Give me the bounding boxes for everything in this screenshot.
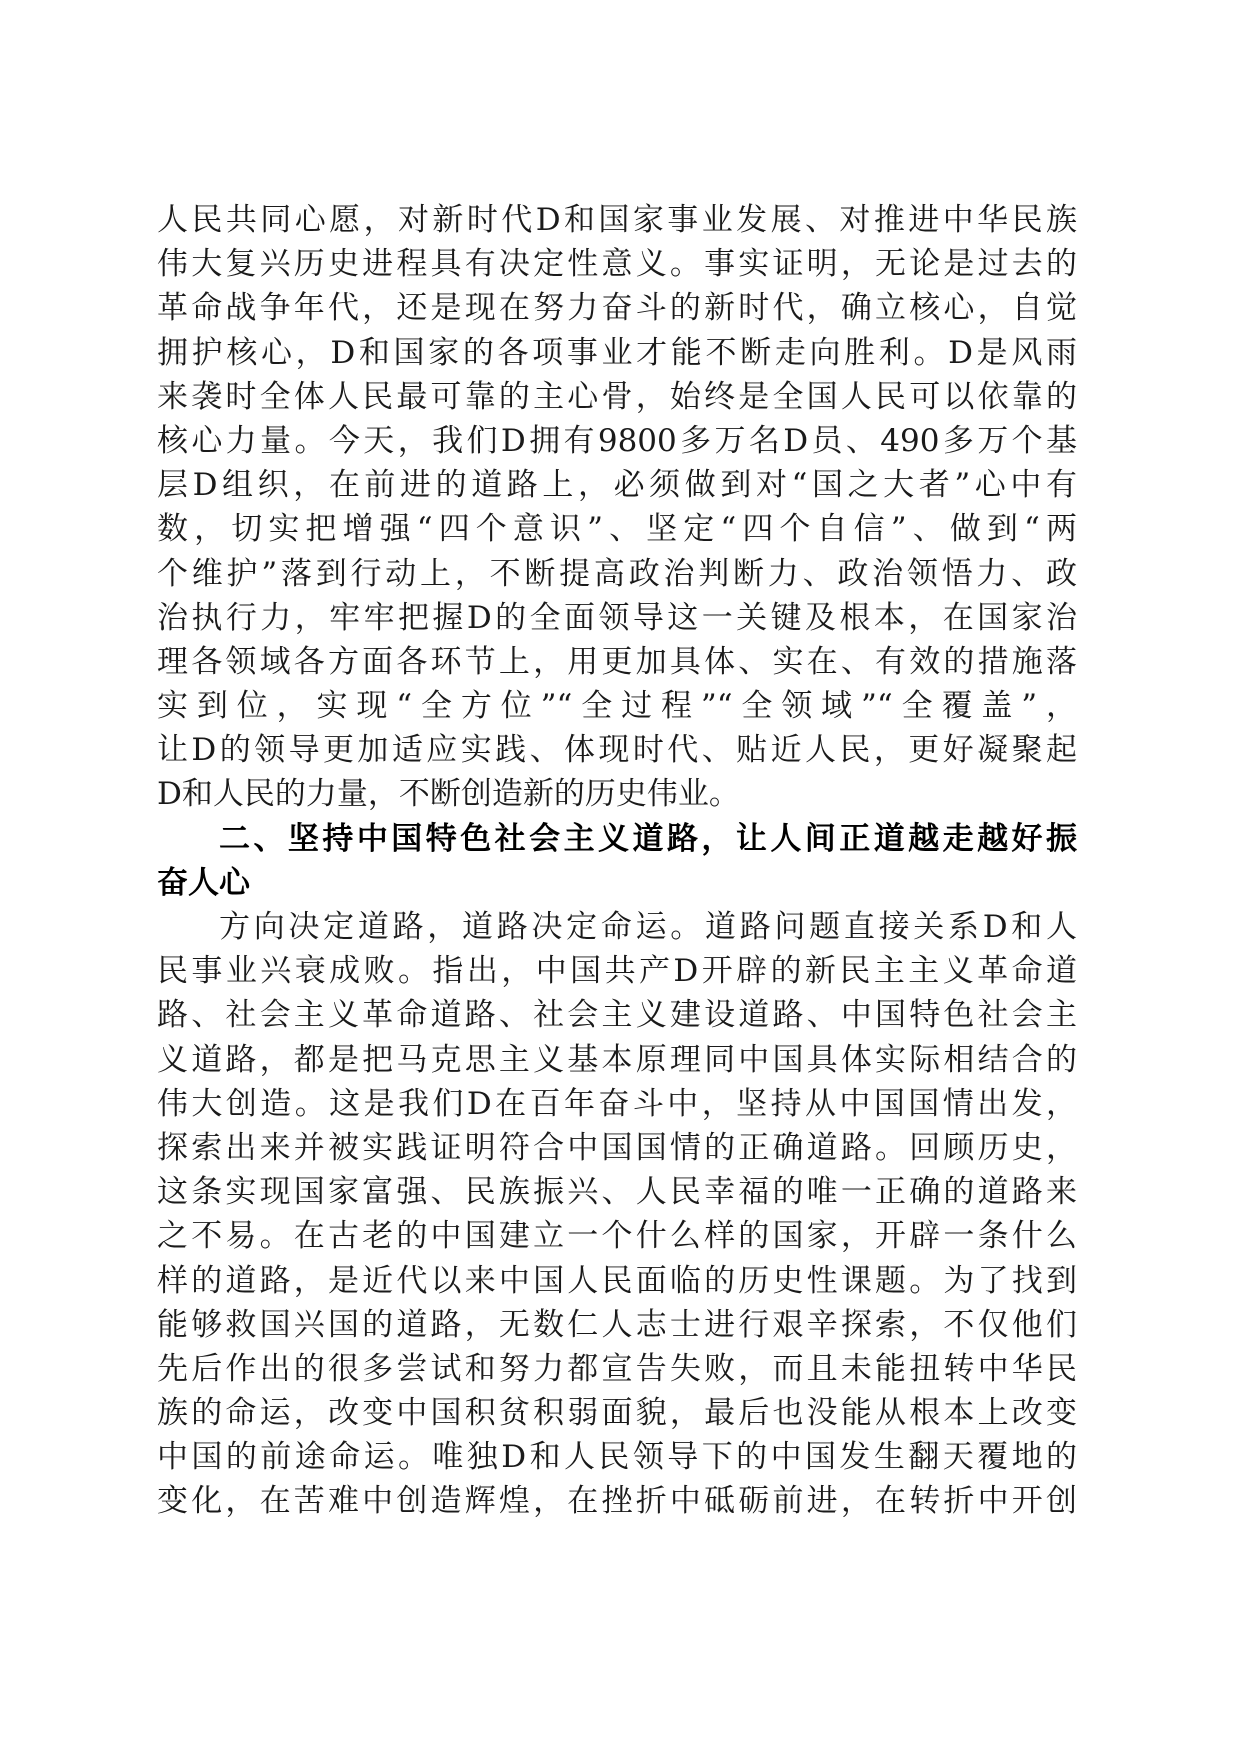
text-line: 人民共同心愿，对新时代D和国家事业发展、对推进中华民族 [157,202,1077,238]
paragraph-2 [157,905,1077,1524]
text-line: 让D的领导更加适应实践、体现时代、贴近人民，更好凝聚起 [157,732,1077,769]
text-line: 样的道路，是近代以来中国人民面临的历史性课题。为了找到 [157,1262,1077,1299]
text-line: D和人民的力量，不断创造新的历史伟业。 [157,776,740,813]
text-line: 之不易。在古老的中国建立一个什么样的国家，开辟一条什么 [157,1218,1077,1255]
text-line: 先后作出的很多尝试和努力都宣告失败，而且未能扭转中华民 [157,1350,1077,1387]
text-line: 义道路，都是把马克思主义基本原理同中国具体实际相结合的 [157,1041,1077,1078]
heading-line: 奋人心 [157,864,250,901]
text-line: 中国的前途命运。唯独D和人民领导下的中国发生翻天覆地的 [157,1439,1077,1476]
text-line: 数，切实把增强“四个意识”、坚定“四个自信”、做到“两 [157,511,1077,548]
text-line: 层D组织，在前进的道路上，必须做到对“国之大者”心中有 [157,467,1077,504]
text-line: 治执行力，牢牢把握D的全面领导这一关键及根本，在国家治 [157,599,1077,636]
paragraph-1 [157,198,1077,817]
text-line: 来袭时全体人民最可靠的主心骨，始终是全国人民可以依靠的 [157,378,1077,415]
text-line: 民事业兴衰成败。指出，中国共产D开辟的新民主主义革命道 [157,953,1077,990]
heading-line: 二、坚持中国特色社会主义道路，让人间正道越走越好振 [219,820,1077,857]
text-line: 族的命运，改变中国积贫积弱面貌，最后也没能从根本上改变 [157,1395,1077,1432]
section-heading-2 [157,817,1077,905]
document-body [157,198,1077,1524]
text-line: 理各领域各方面各环节上，用更加具体、实在、有效的措施落 [157,643,1077,680]
text-line: 拥护核心，D和国家的各项事业才能不断走向胜利。D是风雨 [157,334,1077,371]
text-line: 路、社会主义革命道路、社会主义建设道路、中国特色社会主 [157,997,1077,1034]
text-line: 个维护”落到行动上，不断提高政治判断力、政治领悟力、政 [157,555,1077,592]
text-line: 能够救国兴国的道路，无数仁人志士进行艰辛探索，不仅他们 [157,1306,1077,1343]
text-line: 伟大创造。这是我们D在百年奋斗中，坚持从中国国情出发， [157,1085,1077,1122]
text-line: 这条实现国家富强、民族振兴、人民幸福的唯一正确的道路来 [157,1174,1077,1211]
text-line: 实到位，实现“全方位”“全过程”“全领域”“全覆盖”， [157,688,1077,725]
text-line: 变化，在苦难中创造辉煌，在挫折中砥砺前进，在转折中开创 [157,1483,1077,1520]
text-line: 伟大复兴历史进程具有决定性意义。事实证明，无论是过去的 [157,246,1077,283]
text-line: 探索出来并被实践证明符合中国国情的正确道路。回顾历史， [157,1129,1077,1166]
text-line: 核心力量。今天，我们D拥有9800多万名D员、490多万个基 [157,422,1077,459]
text-line: 方向决定道路，道路决定命运。道路问题直接关系D和人 [219,909,1077,945]
text-line: 革命战争年代，还是现在努力奋斗的新时代，确立核心，自觉 [157,290,1077,327]
